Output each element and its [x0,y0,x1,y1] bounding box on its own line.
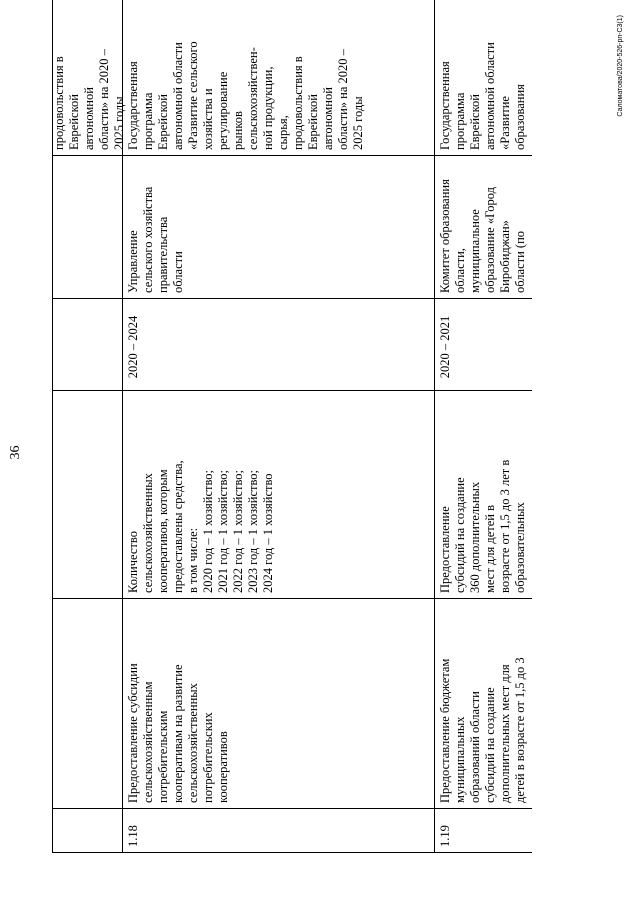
indicator-cell: Предоставление субсидий на создание 360 дополнительных мест для детей в возрасте от 1,5 до 3 лет в образовательных [438,459,527,593]
table-border-left [52,852,532,853]
column-divider [52,390,532,391]
period-cell: 2020 – 2021 [438,315,452,379]
measures-table [52,0,532,853]
executor-cell: Управление сельского хозяйства правительства области [126,186,185,293]
column-divider [52,298,532,299]
column-divider [52,598,532,599]
page-number: 36 [8,445,23,460]
row-number: 1.18 [126,825,140,847]
program-cell: Государственная программа Еврейской автономной области «Развитие сельского хозяйства и регулирование рынков сельскохозяйствен- ной продукции, сырья, продовольствия в Еврейской автономной области» на 2020 – 2025 годы [126,41,365,150]
row-number: 1.19 [438,825,452,847]
program-cell: Государственная программа Еврейской автономной области «Развитие образования [438,42,527,150]
action-cell: Предоставление субсидии сельскохозяйственным потребительским кооперативам на развитие сельскохозяйственных потребительских кооперативов [126,663,230,803]
footer-code: Саломатова/2020-526-рп-С3(1) [617,15,624,117]
indicator-cell: Количество сельскохозяйственных кооперативов, которым предоставлены средства, в том числе: 2020 год – 1 хозяйство; 2021 год – 1 хозяйство; 2022 год – 1 хозяйство; 2023 год – 1 хозяйство; 2024 год – 1 хозяйство [126,460,275,593]
executor-cell: Комитет образования области, муниципальное образование «Город Биробиджан» области (по [438,179,527,293]
row-divider [434,0,435,853]
action-cell: Предоставление бюджетам муниципальных образований области субсидий на создание дополнительных мест для детей в возрасте от 1,5 до 3 [438,657,527,803]
column-divider [52,155,532,156]
column-divider [52,808,532,809]
program-cell-continued: продовольствия в Еврейской автономной области» на 2020 – 2025 годы [52,49,126,150]
period-cell: 2020 – 2024 [126,315,140,379]
